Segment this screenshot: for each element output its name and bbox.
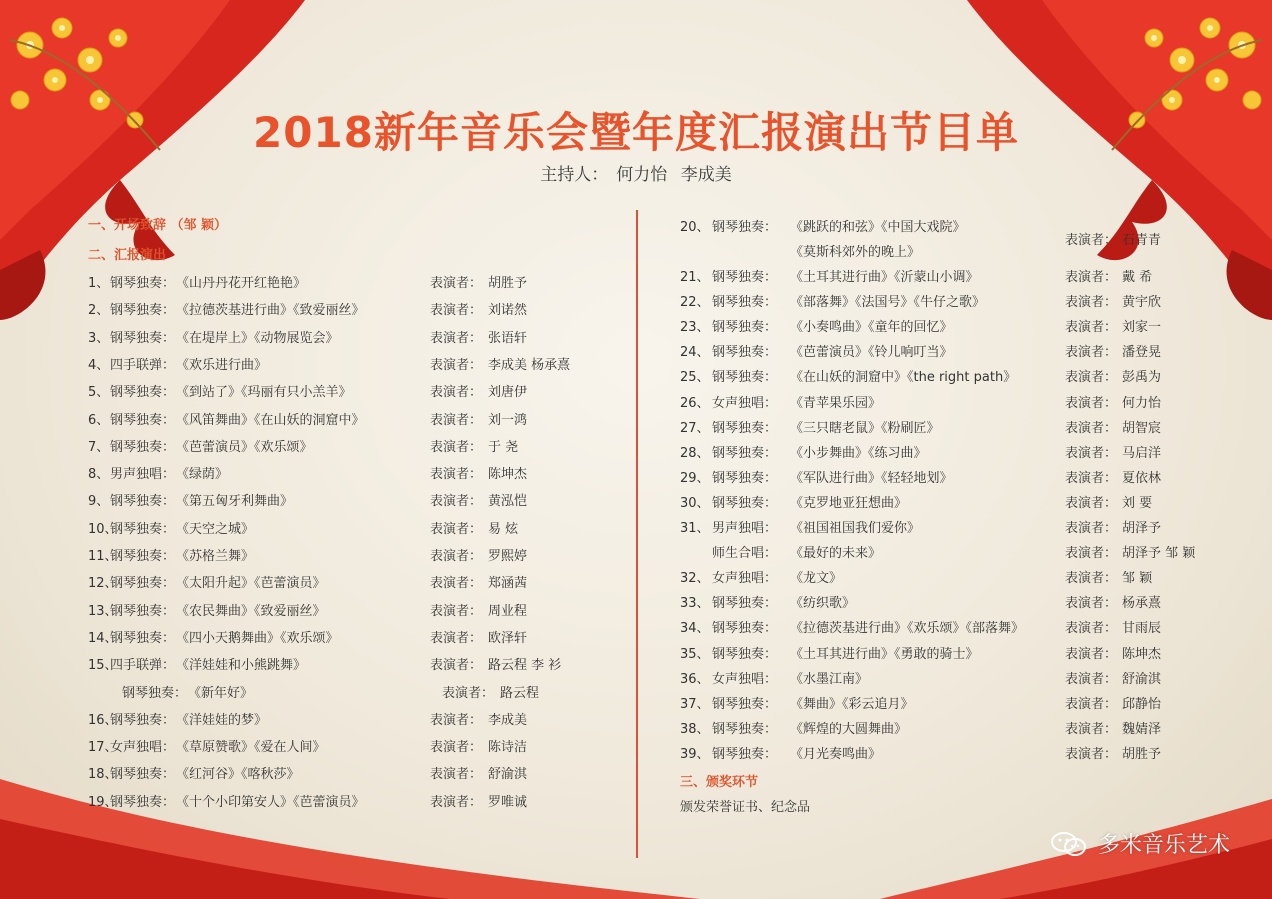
item-type: 钢琴独奏： <box>712 295 778 311</box>
item-number: 25、 <box>680 370 710 386</box>
item-number: 8、 <box>88 467 110 483</box>
item-performer: 黄宇欣 <box>1122 295 1162 311</box>
performer-label: 表演者： <box>1065 721 1118 737</box>
performer-label: 表演者： <box>430 276 483 291</box>
item-number: 15、 <box>88 658 118 674</box>
item-pieces: 《风笛舞曲》《在山妖的洞窟中》 <box>176 412 365 428</box>
performer-label: 表演者： <box>1065 596 1118 612</box>
item-number: 38、 <box>680 721 710 737</box>
item-performer: 魏婧泽 <box>1122 721 1162 737</box>
item-type: 钢琴独奏： <box>110 794 176 810</box>
performer-label: 表演者： <box>430 439 483 455</box>
item-performer: 甘雨辰 <box>1122 621 1162 637</box>
item-performer: 欧泽轩 <box>488 630 528 646</box>
item-type: 钢琴独奏： <box>110 303 176 319</box>
section-award: 三、颁奖环节 <box>680 775 759 790</box>
item-number: 21、 <box>680 270 710 285</box>
item-number: 24、 <box>680 345 710 361</box>
performer-label: 表演者： <box>1065 546 1118 562</box>
item-performer: 胡胜予 <box>488 276 528 291</box>
item-pieces: 《红河谷》《喀秋莎》 <box>176 767 300 783</box>
item-number: 23、 <box>680 320 710 336</box>
hosts-line <box>0 160 1272 185</box>
item-pieces: 《新年好》 <box>188 685 254 701</box>
item-type: 钢琴独奏： <box>712 495 778 511</box>
item-pieces: 《龙文》 <box>790 571 843 587</box>
performer-label: 表演者： <box>442 685 495 701</box>
item-pieces: 《纺织歌》 <box>790 596 856 612</box>
performer-label: 表演者： <box>1065 621 1118 637</box>
item-pieces: 《在堤岸上》《动物展览会》 <box>176 330 339 346</box>
item-performer: 马启洋 <box>1122 445 1162 461</box>
performer-label: 表演者： <box>430 494 483 510</box>
item-number: 10、 <box>88 521 118 537</box>
item-performer: 罗唯诚 <box>488 794 528 810</box>
performer-label: 表演者： <box>1065 320 1118 336</box>
performer-label: 表演者： <box>1065 233 1118 248</box>
performer-label: 表演者： <box>430 412 483 428</box>
award-description: 颁发荣誉证书、纪念品 <box>680 800 811 815</box>
item-pieces: 《洋娃娃和小熊跳舞》 <box>176 658 307 674</box>
performer-label: 表演者： <box>1065 395 1118 411</box>
page-title: 2018新年音乐会暨年度汇报演出节目单 <box>253 108 1019 157</box>
item-number: 11、 <box>88 549 118 564</box>
item-number: 35、 <box>680 646 710 662</box>
performer-label: 表演者： <box>430 549 483 564</box>
item-type: 钢琴独奏： <box>110 603 176 619</box>
item-number: 27、 <box>680 420 710 436</box>
item-type: 钢琴独奏： <box>712 320 778 336</box>
item-type: 钢琴独奏： <box>712 696 778 712</box>
item-pieces: 《跳跃的和弦》《中国大戏院》 <box>790 220 966 235</box>
host-name: 何力怡 <box>616 165 668 185</box>
item-pieces: 《土耳其进行曲》《勇敢的骑士》 <box>790 646 979 662</box>
performer-label: 表演者： <box>1065 370 1118 386</box>
host-name: 李成美 <box>680 165 732 185</box>
section-report: 二、汇报演出 <box>88 248 167 263</box>
item-pieces: 《小奏鸣曲》《童年的回忆》 <box>790 320 953 336</box>
item-performer: 刘诺然 <box>488 303 528 319</box>
item-pieces: 《苏格兰舞》 <box>176 549 255 564</box>
item-pieces: 《三只瞎老鼠》《粉刷匠》 <box>790 420 940 436</box>
performer-label: 表演者： <box>430 303 483 319</box>
performer-label: 表演者： <box>1065 470 1118 486</box>
item-pieces: 《祖国祖国我们爱你》 <box>790 521 921 536</box>
wechat-icon <box>1050 831 1088 857</box>
item-type: 钢琴独奏： <box>712 646 778 662</box>
item-number: 6、 <box>88 412 110 428</box>
item-type: 钢琴独奏： <box>110 439 176 455</box>
item-type: 钢琴独奏： <box>712 345 778 361</box>
item-type: 钢琴独奏： <box>712 470 778 486</box>
performer-label: 表演者： <box>1065 521 1118 536</box>
item-performer: 陈坤杰 <box>1122 646 1162 662</box>
item-number: 14、 <box>88 630 118 646</box>
item-pieces: 《第五匈牙利舞曲》 <box>176 494 294 510</box>
performer-label: 表演者： <box>430 658 483 674</box>
item-type: 钢琴独奏： <box>712 270 778 285</box>
item-performer: 杨承熹 <box>1122 596 1162 612</box>
item-number: 34、 <box>680 621 710 637</box>
item-pieces: 《青苹果乐园》 <box>790 395 882 411</box>
performer-label: 表演者： <box>1065 345 1118 361</box>
item-performer: 陈坤杰 <box>488 467 528 483</box>
item-type: 钢琴独奏： <box>712 621 778 637</box>
item-pieces: 《克罗地亚狂想曲》 <box>790 495 908 511</box>
performer-label: 表演者： <box>1065 571 1118 587</box>
item-type: 钢琴独奏： <box>712 596 778 612</box>
item-pieces: 《辉煌的大圆舞曲》 <box>790 721 908 737</box>
item-performer: 刘唐伊 <box>488 385 528 401</box>
performer-label: 表演者： <box>430 712 483 728</box>
item-pieces: 《四小天鹅舞曲》《欢乐颂》 <box>176 630 339 646</box>
item-performer: 何力怡 <box>1122 395 1162 411</box>
item-performer: 易 炫 <box>488 521 519 537</box>
item-number: 12、 <box>88 576 118 592</box>
item-pieces: 《最好的未来》 <box>790 546 882 562</box>
item-pieces: 《草原赞歌》《爱在人间》 <box>176 740 326 756</box>
item-type: 女声独唱： <box>712 671 778 687</box>
item-performer: 于 尧 <box>488 439 519 455</box>
performer-label: 表演者： <box>430 330 483 346</box>
item-performer: 胡泽予 邹 颖 <box>1122 546 1196 562</box>
item-type: 钢琴独奏： <box>712 746 778 762</box>
performer-label: 表演者： <box>430 603 483 619</box>
item-number: 29、 <box>680 470 710 486</box>
item-type: 女声独唱： <box>712 395 778 411</box>
column-divider <box>636 210 638 858</box>
item-number: 13、 <box>88 603 118 619</box>
item-pieces: 《到站了》《玛丽有只小羔羊》 <box>176 385 352 401</box>
item-number: 36、 <box>680 671 710 687</box>
item-pieces: 《拉德茨基进行曲》《欢乐颂》《部落舞》 <box>790 621 1025 637</box>
item-type: 女声独唱： <box>712 571 778 587</box>
item-pieces: 《山丹丹花开红艳艳》 <box>176 276 307 291</box>
item-number: 20、 <box>680 220 710 235</box>
performer-label: 表演者： <box>1065 696 1118 712</box>
performer-label: 表演者： <box>430 385 483 401</box>
item-performer: 胡泽予 <box>1122 521 1162 536</box>
item-number: 28、 <box>680 445 710 461</box>
item-type: 钢琴独奏： <box>712 721 778 737</box>
item-type: 女声独唱： <box>110 740 176 756</box>
item-performer: 胡智宸 <box>1122 420 1162 436</box>
item-number: 17、 <box>88 740 118 756</box>
item-performer: 路云程 李 衫 <box>488 658 562 674</box>
item-performer: 舒渝淇 <box>1122 671 1162 687</box>
item-type: 男声独唱： <box>712 521 778 536</box>
watermark-text: 多米音乐艺术 <box>1097 833 1230 858</box>
item-number: 39、 <box>680 746 710 762</box>
item-number: 22、 <box>680 295 710 311</box>
item-pieces: 《小步舞曲》《练习曲》 <box>790 445 927 461</box>
performer-label: 表演者： <box>430 576 483 592</box>
performer-label: 表演者： <box>430 467 483 483</box>
item-type: 四手联弹： <box>110 658 176 674</box>
item-number: 31、 <box>680 521 710 536</box>
item-type: 钢琴独奏： <box>110 576 176 592</box>
watermark <box>1050 828 1230 859</box>
item-performer: 邱静怡 <box>1122 696 1162 712</box>
item-number: 7、 <box>88 439 110 455</box>
item-pieces: 《芭蕾演员》《铃儿响叮当》 <box>790 345 953 361</box>
item-performer: 潘登晃 <box>1122 345 1162 361</box>
performer-label: 表演者： <box>1065 746 1118 762</box>
item-performer: 李成美 杨承熹 <box>488 357 571 373</box>
item-performer: 舒渝淇 <box>488 767 528 783</box>
item-pieces: 《洋娃娃的梦》 <box>176 712 268 728</box>
performer-label: 表演者： <box>1065 270 1118 285</box>
item-type: 钢琴独奏： <box>110 712 176 728</box>
item-pieces: 《舞曲》《彩云追月》 <box>790 696 914 712</box>
item-type: 钢琴独奏： <box>712 445 778 461</box>
item-number: 33、 <box>680 596 710 612</box>
item-pieces: 《月光奏鸣曲》 <box>790 746 882 762</box>
item-type: 钢琴独奏： <box>110 521 176 537</box>
performer-label: 表演者： <box>430 794 483 810</box>
item-type: 钢琴独奏： <box>110 549 176 564</box>
item-type: 四手联弹： <box>110 357 176 373</box>
item-performer: 黄泓恺 <box>488 494 528 510</box>
item-number: 32、 <box>680 571 710 587</box>
item-pieces: 《部落舞》《法国号》《牛仔之歌》 <box>790 295 986 311</box>
item-performer: 胡胜予 <box>1122 746 1162 762</box>
item-number: 26、 <box>680 395 710 411</box>
performer-label: 表演者： <box>1065 445 1118 461</box>
item-number: 37、 <box>680 696 710 712</box>
performer-label: 表演者： <box>1065 420 1118 436</box>
item-number: 9、 <box>88 494 110 510</box>
item-type: 男声独唱： <box>110 467 176 483</box>
item-pieces: 《绿荫》 <box>176 467 229 483</box>
item-performer: 李成美 <box>488 712 528 728</box>
item-pieces: 《在山妖的洞窟中》《the right path》 <box>790 370 1017 386</box>
section-opening: 一、开场致辞 （邹 颖） <box>88 218 228 233</box>
item-performer: 陈诗洁 <box>488 740 528 756</box>
item-number: 4、 <box>88 357 110 373</box>
item-pieces: 《欢乐进行曲》 <box>176 357 268 373</box>
item-number: 2、 <box>88 303 110 319</box>
item-type: 钢琴独奏： <box>110 767 176 783</box>
performer-label: 表演者： <box>1065 295 1118 311</box>
item-type: 师生合唱： <box>712 546 778 562</box>
performer-label: 表演者： <box>430 630 483 646</box>
item-performer: 罗熙婷 <box>488 549 528 564</box>
item-type: 钢琴独奏： <box>712 370 778 386</box>
performer-label: 表演者： <box>430 740 483 756</box>
item-pieces: 《军队进行曲》《轻轻地划》 <box>790 470 953 486</box>
item-performer: 张语轩 <box>488 330 528 346</box>
item-performer: 郑涵茜 <box>488 576 528 592</box>
item-performer: 石青青 <box>1122 233 1162 248</box>
item-type: 钢琴独奏： <box>712 420 778 436</box>
item-number: 16、 <box>88 712 118 728</box>
item-performer: 彭禹为 <box>1122 370 1162 386</box>
item-performer: 邹 颖 <box>1122 571 1153 587</box>
item-type: 钢琴独奏： <box>110 385 176 401</box>
item-type: 钢琴独奏： <box>712 220 778 235</box>
item-pieces: 《十个小印第安人》《芭蕾演员》 <box>176 794 365 810</box>
item-performer: 周业程 <box>488 603 528 619</box>
item-type: 钢琴独奏： <box>110 630 176 646</box>
item-pieces: 《太阳升起》《芭蕾演员》 <box>176 576 326 592</box>
item-type: 钢琴独奏： <box>122 685 188 701</box>
item-pieces: 《拉德茨基进行曲》《致爱丽丝》 <box>176 303 365 319</box>
item-number: 3、 <box>88 330 110 346</box>
hosts-label: 主持人： <box>540 165 609 185</box>
item-pieces: 《莫斯科郊外的晚上》 <box>790 245 921 260</box>
item-performer: 戴 希 <box>1122 270 1153 285</box>
performer-label: 表演者： <box>430 357 483 373</box>
item-type: 钢琴独奏： <box>110 330 176 346</box>
item-performer: 路云程 <box>500 685 540 701</box>
performer-label: 表演者： <box>1065 646 1118 662</box>
item-number: 18、 <box>88 767 118 783</box>
performer-label: 表演者： <box>1065 671 1118 687</box>
item-number: 1、 <box>88 276 110 291</box>
performer-label: 表演者： <box>1065 495 1118 511</box>
item-type: 钢琴独奏： <box>110 494 176 510</box>
item-type: 钢琴独奏： <box>110 412 176 428</box>
item-pieces: 《水墨江南》 <box>790 671 869 687</box>
performer-label: 表演者： <box>430 521 483 537</box>
item-pieces: 《天空之城》 <box>176 521 255 537</box>
item-performer: 夏依林 <box>1122 470 1162 486</box>
item-pieces: 《芭蕾演员》《欢乐颂》 <box>176 439 313 455</box>
item-type: 钢琴独奏： <box>110 276 176 291</box>
item-number: 19、 <box>88 794 118 810</box>
item-number: 5、 <box>88 385 110 401</box>
item-performer: 刘家一 <box>1122 320 1162 336</box>
item-pieces: 《农民舞曲》《致爱丽丝》 <box>176 603 326 619</box>
item-number: 30、 <box>680 495 710 511</box>
item-pieces: 《土耳其进行曲》《沂蒙山小调》 <box>790 270 979 285</box>
item-performer: 刘一鸿 <box>488 412 528 428</box>
performer-label: 表演者： <box>430 767 483 783</box>
item-performer: 刘 要 <box>1122 495 1153 511</box>
